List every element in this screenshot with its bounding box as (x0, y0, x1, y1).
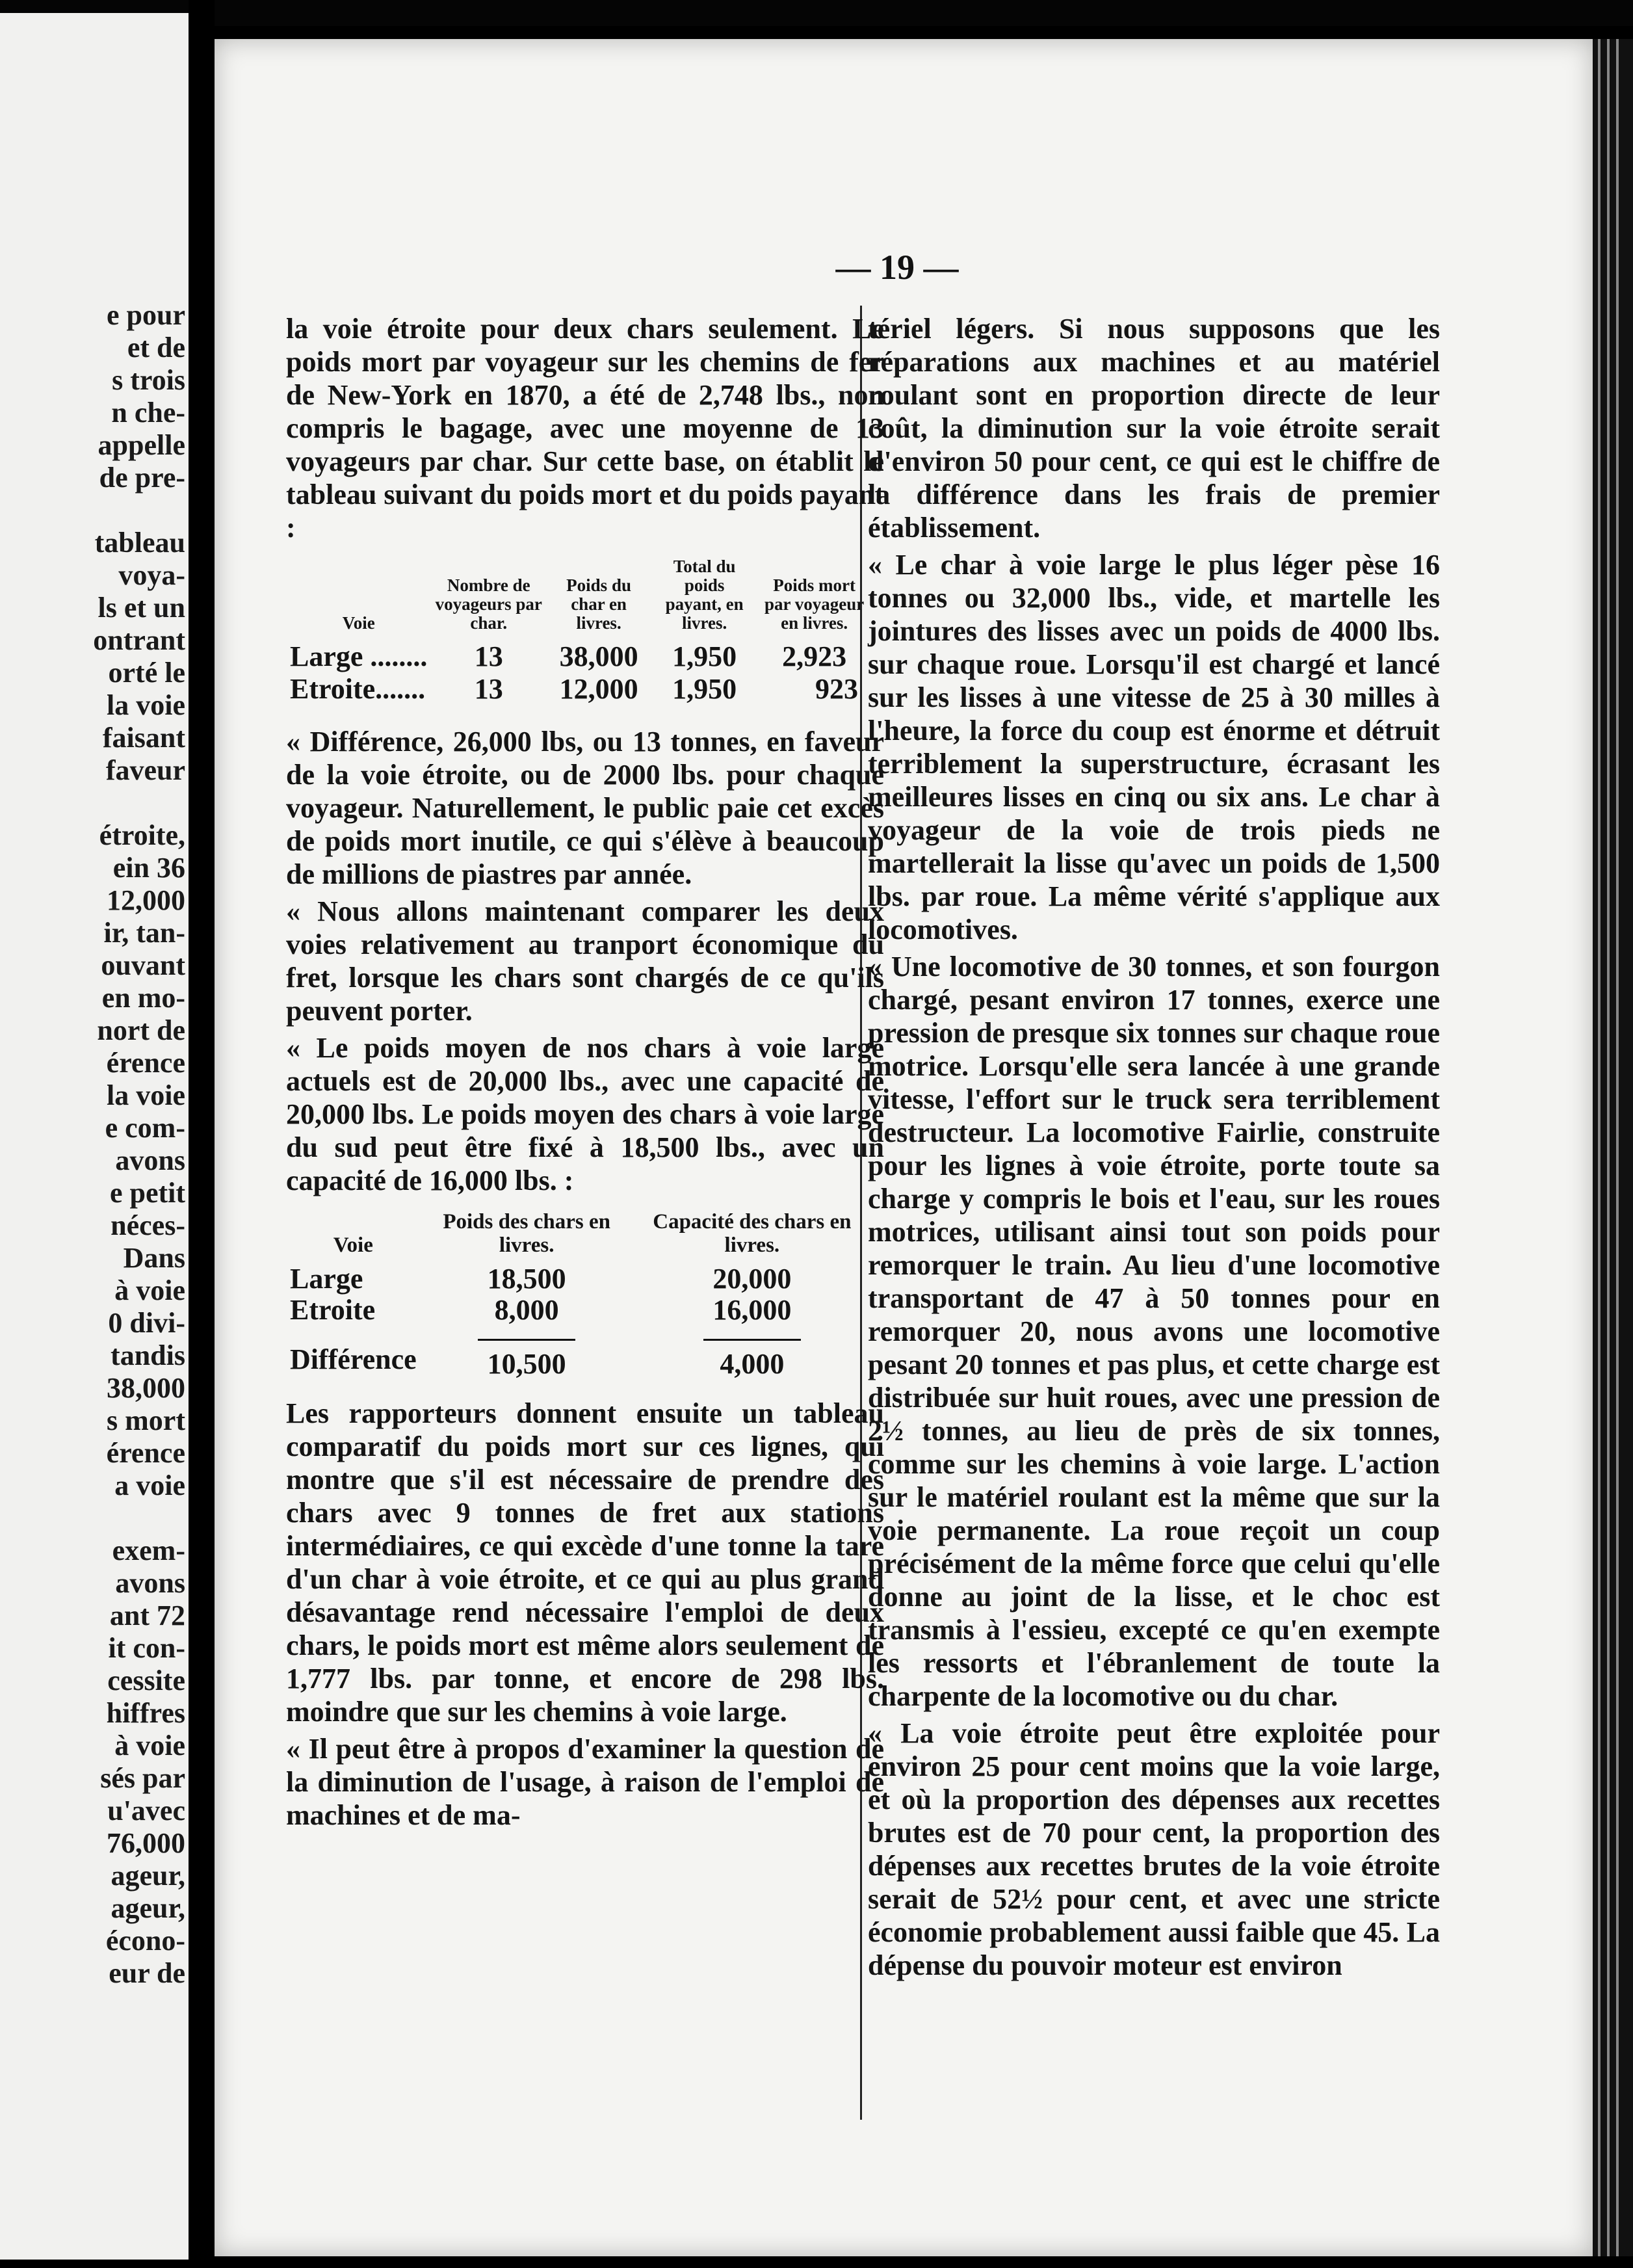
paragraph: « Le poids moyen de nos chars à voie large actuels est de 20,000 lbs., avec une capacité de 20,000 lbs. Le poids moyen des chars à voie large du sud peut être fixé à 18,500 lbs., avec un capacité de 16,000 lbs. : (286, 1032, 884, 1196)
facing-page-line: 38,000 (107, 1372, 185, 1404)
table-cell: 12,000 (559, 673, 638, 705)
table-cell: Large (290, 1263, 363, 1295)
facing-page-line: érence (106, 1047, 185, 1079)
facing-page-line: s trois (112, 364, 185, 396)
table-row-total (286, 1326, 871, 1380)
facing-page-line: à voie (114, 1730, 185, 1761)
table-cell: 10,500 (478, 1339, 575, 1380)
facing-page-line: ant 72 (109, 1600, 185, 1631)
table-row (286, 640, 871, 673)
facing-page-text (0, 299, 185, 1990)
page-number: — 19 — (835, 248, 959, 287)
table-cell: 4,000 (703, 1339, 801, 1380)
facing-page-line: Dans (123, 1242, 185, 1274)
table-cell: Etroite....... (290, 673, 426, 705)
left-column (286, 312, 884, 1836)
facing-page-line: eur de (109, 1957, 185, 1989)
paragraph: tériel légers. Si nous supposons que les réparations aux machines et au matériel roulant sont en proportion directe de leur coût, la diminution sur la voie étroite serait d'environ 50 pour cent, ce qui est le chiffre de la différence dans les frais de premier établissement. (868, 313, 1440, 544)
facing-page-line: 76,000 (107, 1827, 185, 1859)
facing-page-line: orté le (108, 657, 185, 689)
facing-page-line: hiffres (106, 1697, 185, 1729)
paragraph: « Il peut être à propos d'examiner la question de la diminution de l'usage, à raison de l'emploi de machines et de ma- (286, 1733, 884, 1831)
facing-page-line: étroite, (99, 819, 185, 851)
table-cell: 20,000 (712, 1263, 792, 1295)
facing-page-line: érence (106, 1437, 185, 1469)
facing-page-line: appelle (98, 429, 185, 461)
page-edge (1593, 39, 1633, 2256)
table-cell: 2,923 (782, 640, 847, 672)
table-header: Poids du char en livres. (566, 575, 631, 633)
facing-page-fragment (0, 13, 189, 2260)
facing-page-line: écono- (105, 1925, 185, 1957)
facing-page-line: tableau (94, 527, 185, 559)
car-weight-table (286, 1210, 871, 1380)
paragraph: « Une locomotive de 30 tonnes, et son fourgon chargé, pesant environ 17 tonnes, exerce une pression de presque six tonnes sur chaque roue motrice. Lorsqu'elle sera lancée à une grande vitesse, l'effort sur le truck sera terriblement destructeur. La locomotive Fairlie, construite pour les lignes à voie étroite, porte toute sa charge y compris le bois et l'eau, sur les roues motrices, utilisant ainsi tout son poids pour remorquer le train. Au lieu d'une locomotive transportant de 47 à 50 tonnes pour en remorquer 20, nous avons une locomotive pesant 20 tonnes et pas plus, et cette charge est distribuée sur huit roues, avec une pression de 2½ tonnes, au lieu de près de six tonnes, comme sur les chemins à voie large. L'action sur le matériel roulant est la même que sur la voie permanente. La roue reçoit un coup précisément de la même force que celui qu'elle donne au joint de la lisse, et le choc est transmis à l'essieu, excepté ce qu'en exempte les ressorts et l'ébranlement de toute la charpente de la locomotive ou du char. (868, 951, 1440, 1712)
film-border-top (0, 0, 1633, 26)
facing-page-line: de pre- (99, 462, 185, 494)
right-column (868, 312, 1440, 1986)
facing-page-line: a voie (114, 1470, 185, 1501)
table-header: Voie (333, 1233, 373, 1257)
facing-page-line: tandis (111, 1339, 185, 1371)
facing-page-line: cessite (107, 1665, 185, 1696)
facing-page-line: exem- (112, 1535, 185, 1566)
facing-page-line: ls et un (98, 592, 185, 624)
facing-page-line (0, 1502, 185, 1535)
table-cell: 38,000 (559, 640, 638, 672)
facing-page-line: néces- (111, 1209, 185, 1241)
facing-page-line: la voie (107, 689, 185, 721)
book-gutter (189, 0, 215, 2268)
facing-page-line: nort de (97, 1014, 185, 1046)
facing-page-line: ageur, (111, 1892, 185, 1924)
paragraph: « Différence, 26,000 lbs, ou 13 tonnes, en faveur de la voie étroite, ou de 2000 lbs. pour chaque voyageur. Naturellement, le public paie cet excès de poids mort inutile, ce qui s'élève à beaucoup de millions de piastres par année. (286, 726, 884, 890)
paragraph: « La voie étroite peut être exploitée pour environ 25 pour cent moins que la voie large, et où la proportion des dépenses aux recettes brutes est de 70 pour cent, la proportion des dépenses aux recettes brutes de la voie étroite serait de 52½ pour cent, et avec une stricte économie probablement aussi faible que 45. La dépense du pouvoir moteur est environ (868, 1717, 1440, 1981)
facing-page-line: la voie (107, 1079, 185, 1111)
table-cell: Etroite (290, 1294, 376, 1326)
facing-page-line: ir, tan- (103, 917, 185, 949)
facing-page-line: avons (115, 1567, 185, 1599)
paragraph: « Nous allons maintenant comparer les deux voies relativement au tranport économique du fret, lorsque les chars sont chargés de ce qu'ils peuvent porter. (286, 895, 884, 1027)
facing-page-line: e pour (107, 299, 185, 331)
facing-page-line: avons (115, 1144, 185, 1176)
table-cell: 13 (474, 673, 503, 705)
facing-page-line: u'avec (107, 1795, 185, 1826)
facing-page-line: s mort (107, 1404, 185, 1436)
table-cell: 923 (815, 673, 858, 705)
facing-page-line (0, 494, 185, 527)
facing-page-line: e com- (105, 1112, 185, 1144)
facing-page-line: ouvant (101, 949, 185, 981)
facing-page-line: à voie (114, 1274, 185, 1306)
table-header: Poids des chars en livres. (443, 1210, 610, 1257)
facing-page-line: ein 36 (112, 852, 185, 884)
facing-page-line: 12,000 (107, 884, 185, 916)
facing-page-line: et de (127, 332, 185, 363)
table-cell: 13 (474, 640, 503, 672)
table-row (286, 673, 871, 705)
table-header: Poids mort par voyageur en livres. (764, 575, 865, 633)
table-cell: 1,950 (672, 640, 737, 672)
table-header: Total du poids payant, en livres. (665, 557, 744, 633)
facing-page-line: it con- (108, 1632, 185, 1664)
paragraph: « Le char à voie large le plus léger pèse 16 tonnes ou 32,000 lbs., vide, et martelle les jointures des lisses avec un poids de 4000 lbs. sur chaque roue. Lorsqu'il est chargé et lancé sur les lisses à une vitesse de 25 à 30 milles à l'heure, la force du coup est énorme et détruit terriblement la superstructure, écrasant les meilleures lisses en cinq ou six ans. Le char à voyageur de la voie de trois pieds ne martellerait la lisse qu'avec un poids de 1,500 lbs. par roue. La même vérité s'applique aux locomotives. (868, 549, 1440, 945)
table-cell: 18,500 (487, 1263, 566, 1295)
table-header: Voie (342, 613, 375, 633)
table-header: Capacité des chars en livres. (653, 1210, 852, 1257)
table-row (286, 1295, 871, 1326)
table-header: Nombre de voyageurs par char. (435, 575, 542, 633)
table-row (286, 1263, 871, 1295)
table-cell: 16,000 (712, 1294, 792, 1326)
facing-page-line: ontrant (93, 624, 185, 656)
facing-page-line: ageur, (111, 1860, 185, 1892)
paragraph: Les rapporteurs donnent ensuite un tableau comparatif du poids mort sur ces lignes, qui montre que s'il est nécessaire de prendre des chars avec 9 tonnes de fret aux stations intermédiaires, ce qui excède d'une tonne la tare d'un char à voie étroite, et ce qui au plus grand désavantage rend nécessaire l'emploi de deux chars, le poids mort est même alors seulement de 1,777 lbs. par tonne, et encore de 298 lbs. moindre que sur les chemins à voie large. (286, 1397, 884, 1728)
paragraph: la voie étroite pour deux chars seulement. Le poids mort par voyageur sur les chemins de fer de New-York en 1870, a été de 2,748 lbs., non compris le bagage, avec une moyenne de 13 voyageurs par char. Sur cette base, on établit le tableau suivant du poids mort et du poids payant : (286, 313, 884, 544)
table-cell: 8,000 (494, 1294, 559, 1326)
facing-page-line: 0 divi- (108, 1307, 185, 1339)
facing-page-line: sés par (100, 1762, 185, 1794)
facing-page-line: e petit (109, 1177, 185, 1209)
facing-page-line: faveur (105, 754, 185, 786)
facing-page-line: voya- (118, 559, 185, 591)
table-cell: Différence (290, 1343, 417, 1375)
facing-page-line (0, 787, 185, 819)
dead-weight-table (286, 557, 871, 705)
facing-page-line: faisant (102, 722, 185, 754)
table-cell: Large ........ (290, 640, 428, 672)
table-cell: 1,950 (672, 673, 737, 705)
facing-page-line: en mo- (101, 982, 185, 1014)
facing-page-line: n che- (111, 397, 185, 429)
